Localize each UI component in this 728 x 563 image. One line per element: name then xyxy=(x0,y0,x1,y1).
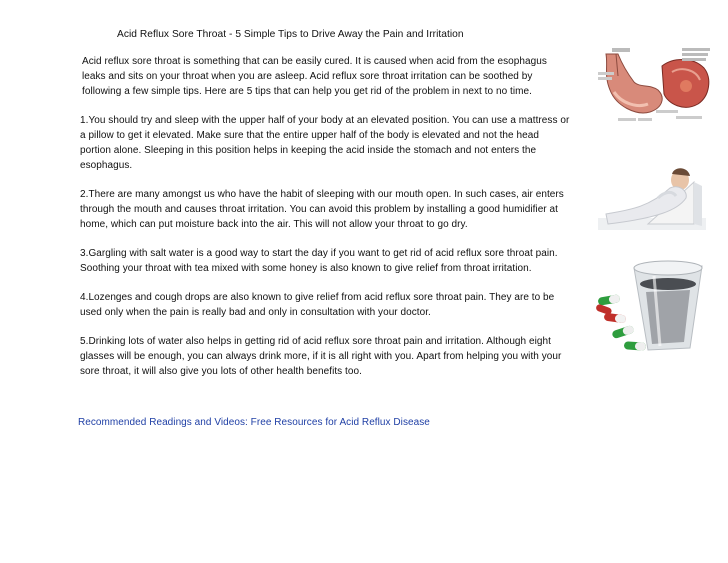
tip-4-paragraph: 4.Lozenges and cough drops are also known to give relief from acid reflux sore throat pain. They are to be used only when the pain is really bad and only in consultation with your doctor. xyxy=(80,292,555,318)
intro-paragraph: Acid reflux sore throat is something that can be easily cured. It is caused when acid from the esophagus leaks and sits on your throat when you are asleep. Acid reflux sore throat irritation can be soothed by following a few simple tips. Here are 5 tips that can help you get rid of the problem in next to no time. xyxy=(82,56,547,97)
tip-1-paragraph: 1.You should try and sleep with the upper half of your body at an elevated position. You can use a mattress or a pillow to get it elevated. Make sure that the entire upper half of the body is elevated and not the head portion alone. Sleeping in this position helps in keeping the acid inside the stomach and not enters the esophagus. xyxy=(80,115,570,171)
cup-and-pills-image xyxy=(594,256,714,358)
stomach-diagram-image xyxy=(592,46,716,136)
tip-2-paragraph: 2.There are many amongst us who have the habit of sleeping with our mouth open. In such cases, air enters through the mouth and causes throat irritation. You can avoid this problem by installing a good humidifier at home, which can put moisture back into the air. This will not allow your throat to go dry. xyxy=(80,189,564,230)
article-body xyxy=(80,54,570,393)
document-title: Acid Reflux Sore Throat - 5 Simple Tips to Drive Away the Pain and Irritation xyxy=(117,29,464,40)
wedge-pillow-image xyxy=(598,140,706,244)
recommended-readings-link[interactable]: Recommended Readings and Videos: Free Resources for Acid Reflux Disease xyxy=(78,417,430,428)
tip-3-paragraph: 3.Gargling with salt water is a good way to start the day if you want to get rid of acid reflux sore throat pain. Soothing your throat with tea mixed with some honey is also known to give relief from throat irritation. xyxy=(80,248,558,274)
tip-5-paragraph: 5.Drinking lots of water also helps in getting rid of acid reflux sore throat pain and irritation. Although eight glasses will be enough, you can always drink more, if it is all right with you. Apart from helping you with your sore throat, it will also give you lots of other health benefits too. xyxy=(80,336,562,377)
